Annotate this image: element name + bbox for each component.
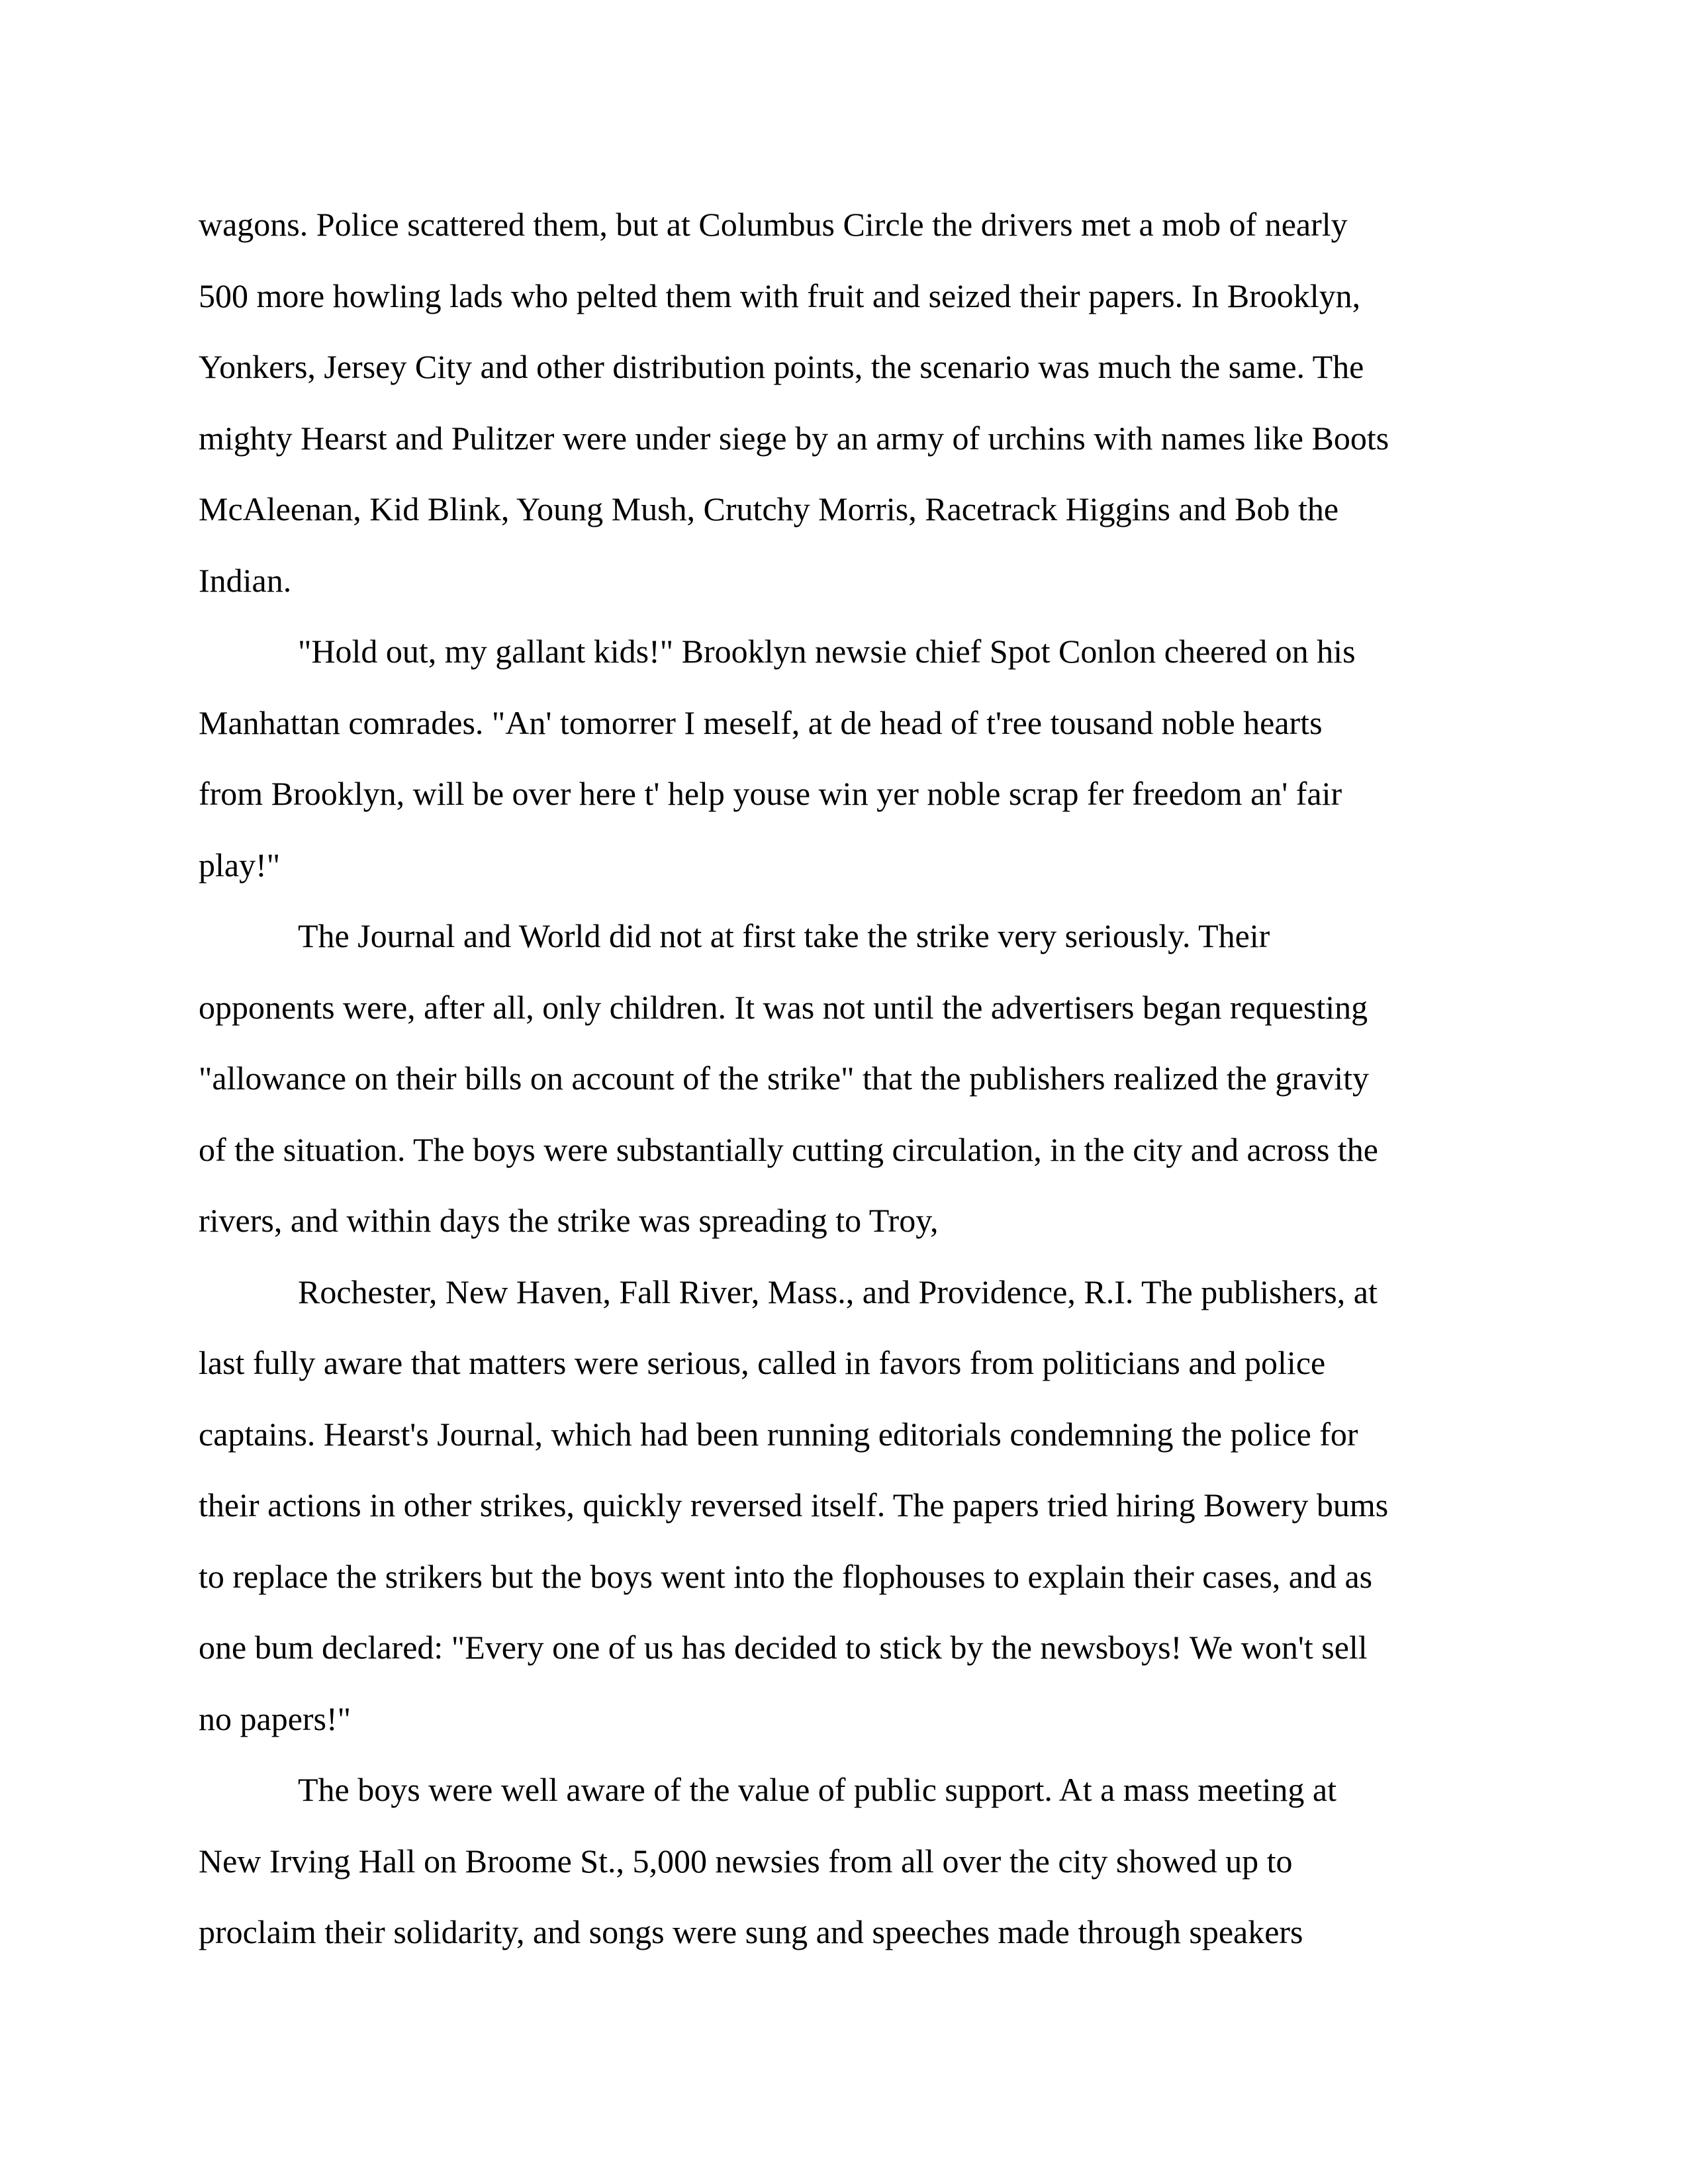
text-line: Manhattan comrades. "An' tomorrer I meself, at de head of t'ree tousand noble hearts: [199, 704, 1323, 741]
text-line: "allowance on their bills on account of the strike" that the publishers realized the gravity: [199, 1060, 1370, 1097]
text-line: 500 more howling lads who pelted them with fruit and seized their papers. In Brooklyn,: [199, 277, 1361, 314]
text-line: mighty Hearst and Pulitzer were under siege by an army of urchins with names like Boots: [199, 419, 1389, 457]
text-line: to replace the strikers but the boys went into the flophouses to explain their cases, and as: [199, 1557, 1373, 1595]
text-line: play!": [199, 846, 281, 884]
text-line: from Brooklyn, will be over here t' help youse win yer noble scrap fer freedom an' fair: [199, 775, 1342, 812]
text-line: no papers!": [199, 1700, 352, 1737]
text-line: of the situation. The boys were substantially cutting circulation, in the city and across the: [199, 1130, 1378, 1168]
text-line: New Irving Hall on Broome St., 5,000 newsies from all over the city showed up to: [199, 1842, 1293, 1880]
text-line: Indian.: [199, 561, 292, 599]
text-line: captains. Hearst's Journal, which had been running editorials condemning the police for: [199, 1415, 1358, 1453]
text-line: opponents were, after all, only children. It was not until the advertisers began requesting: [199, 988, 1368, 1026]
text-line: last fully aware that matters were serious, called in favors from politicians and police: [199, 1344, 1326, 1381]
text-line: rivers, and within days the strike was spreading to Troy,: [199, 1202, 939, 1239]
text-line: Rochester, New Haven, Fall River, Mass., and Providence, R.I. The publishers, at: [298, 1273, 1378, 1310]
text-line: their actions in other strikes, quickly reversed itself. The papers tried hiring Bowery bums: [199, 1486, 1389, 1524]
text-line: "Hold out, my gallant kids!" Brooklyn newsie chief Spot Conlon cheered on his: [298, 633, 1356, 670]
text-line: McAleenan, Kid Blink, Young Mush, Crutchy Morris, Racetrack Higgins and Bob the: [199, 490, 1339, 527]
text-line: The Journal and World did not at first take the strike very seriously. Their: [298, 917, 1270, 954]
text-line: one bum declared: "Every one of us has decided to stick by the newsboys! We won't sell: [199, 1629, 1368, 1666]
text-line: proclaim their solidarity, and songs were sung and speeches made through speakers: [199, 1913, 1303, 1950]
text-line: Yonkers, Jersey City and other distribution points, the scenario was much the same. The: [199, 348, 1364, 385]
text-line: wagons. Police scattered them, but at Columbus Circle the drivers met a mob of nearly: [199, 206, 1348, 243]
body-text: [199, 189, 1489, 1968]
text-line: The boys were well aware of the value of public support. At a mass meeting at: [298, 1771, 1336, 1808]
